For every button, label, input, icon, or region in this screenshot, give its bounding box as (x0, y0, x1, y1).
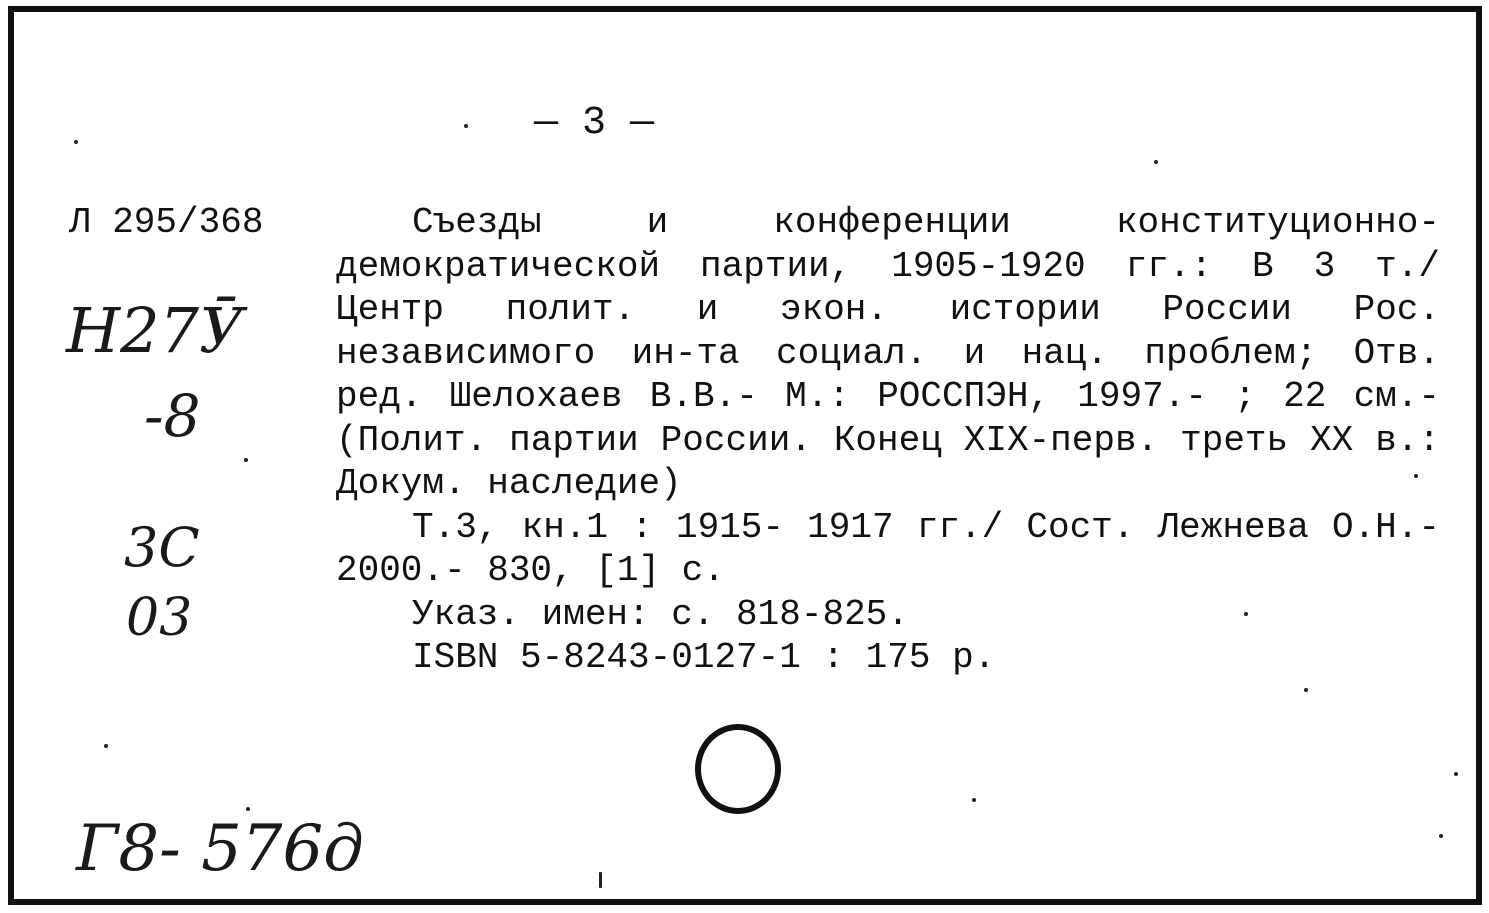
volume-paragraph: Т.3, кн.1 : 1915- 1917 гг./ Сост. Лежнева О.Н.- 2000.- 830, [1] с. (336, 506, 1440, 591)
handwritten-code-middle: 3C (124, 516, 200, 579)
scan-speck (104, 744, 108, 748)
isbn-line: ISBN 5-8243-0127-1 : 175 р. (412, 637, 996, 678)
catalog-card (8, 6, 1482, 905)
scan-speck (74, 140, 78, 144)
bibliographic-entry (336, 201, 1440, 680)
shelfmark: Л 295/368 (69, 202, 264, 243)
scan-speck (464, 124, 468, 128)
scan-speck (1414, 474, 1418, 478)
scan-speck (1304, 688, 1308, 692)
scan-speck (1454, 772, 1458, 776)
scan-speck (1244, 612, 1248, 616)
scan-speck (599, 872, 602, 888)
scan-speck (1439, 834, 1443, 838)
handwritten-code-top-sub: -8 (144, 382, 201, 450)
title-paragraph: Съезды и конференции конституционно-демократической партии, 1905-1920 гг.: В 3 т./ Центр полит. и экон. истории России Рос. независимого ин-та социал. и нац. проблем; Отв. ред. Шелохаев В.В.- М.: РОССПЭН, 1997.- ; 22 см.- (Полит. партии России. Конец XIX-перв. треть XX в.: Докум. наследие) (336, 202, 1440, 504)
page-number: — 3 — (534, 101, 655, 146)
scan-speck (972, 798, 976, 802)
scan-speck (246, 807, 250, 811)
scan-speck (244, 458, 248, 462)
handwritten-accession-number: Г8- 576д (76, 812, 364, 886)
handwritten-code-middle-sub: 03 (126, 588, 193, 648)
card-punch-hole (695, 724, 781, 814)
handwritten-code-top: H27Ӯ (66, 294, 244, 367)
index-note: Указ. имен: с. 818-825. (412, 593, 909, 635)
scan-speck (1154, 160, 1158, 164)
